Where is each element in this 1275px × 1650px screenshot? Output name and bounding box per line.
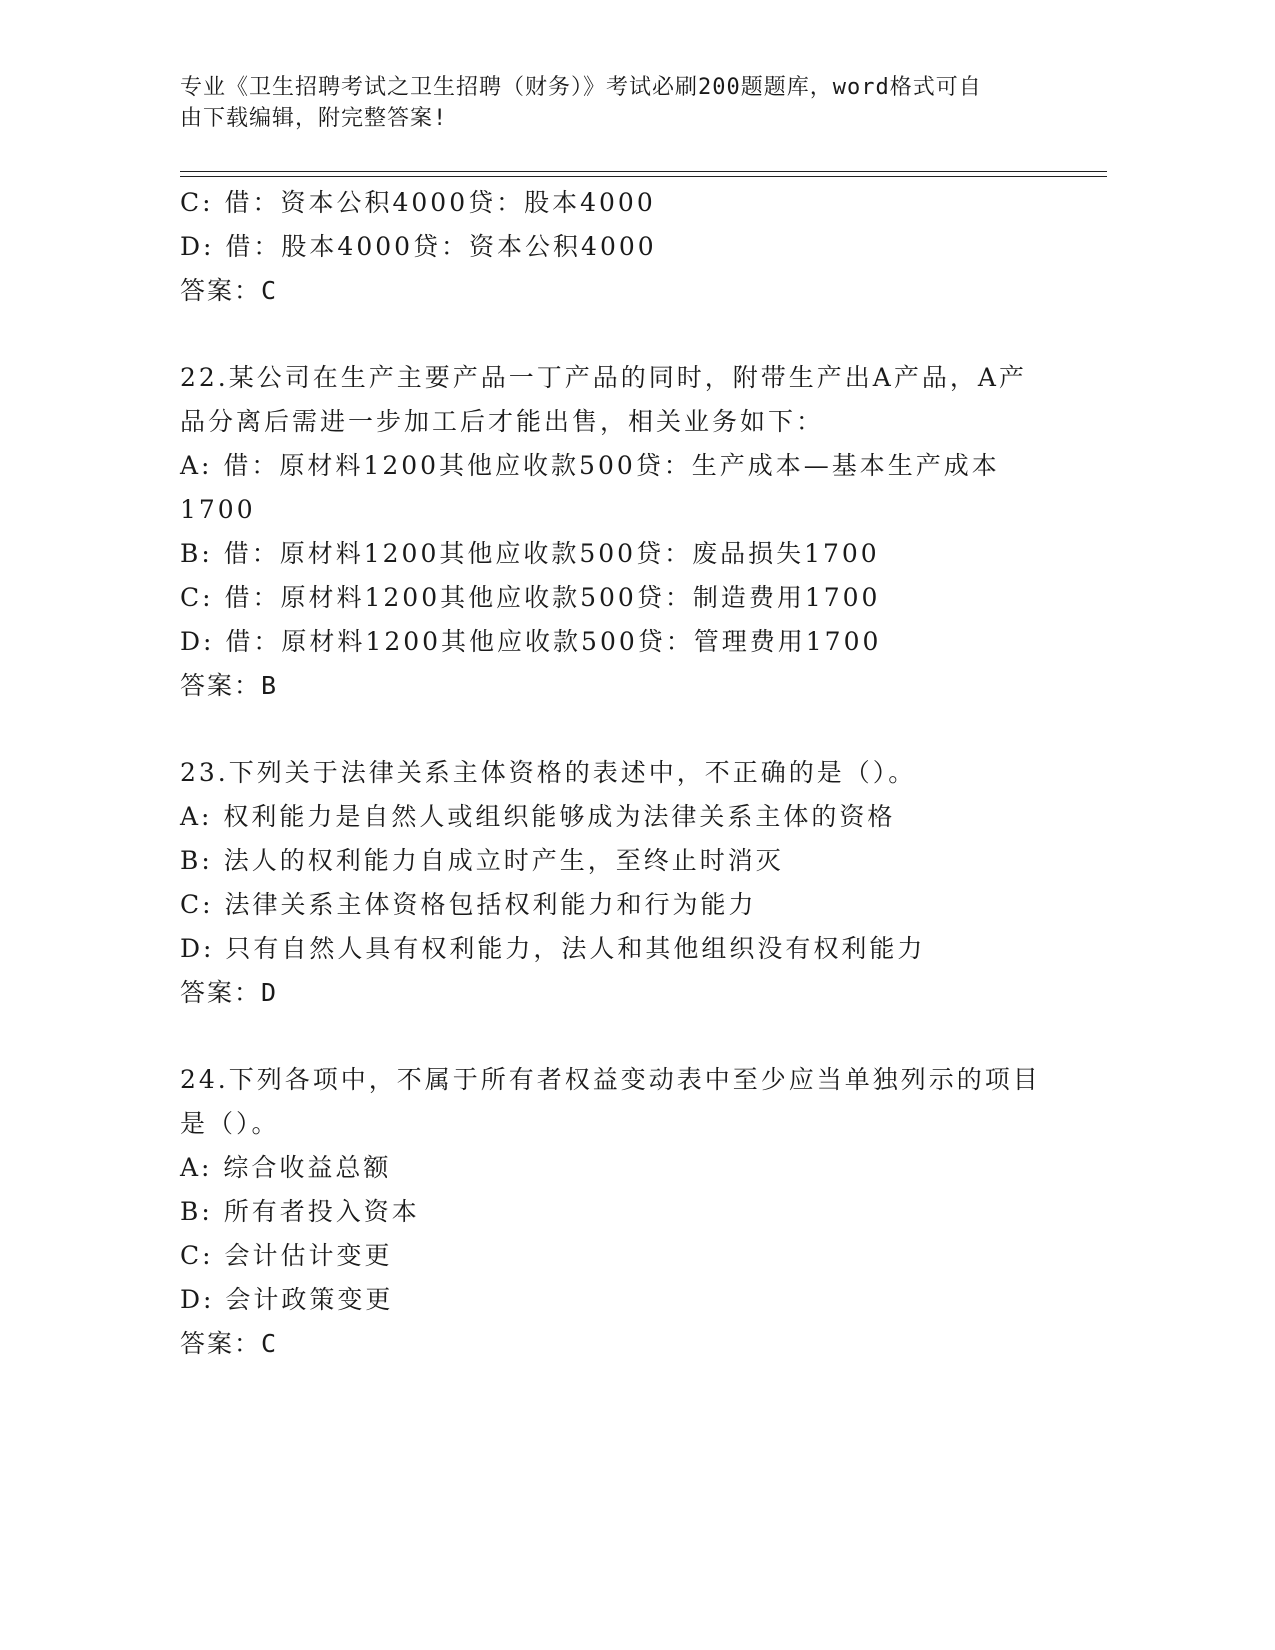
question-stem: 品分离后需进一步加工后才能出售，相关业务如下：	[180, 407, 825, 436]
option-c: C: 会计估计变更	[180, 1241, 393, 1270]
option-b: B: 法人的权利能力自成立时产生，至终止时消灭	[180, 846, 784, 875]
option-a: A: 借：原材料1200其他应收款500贷：生产成本—基本生产成本	[180, 451, 1000, 480]
question-23	[180, 751, 1060, 1015]
question-list	[180, 181, 1060, 1366]
answer: 答案：C	[180, 1329, 279, 1358]
header-divider-top	[180, 171, 1107, 172]
answer: 答案：B	[180, 671, 279, 700]
option-a-continued: 1700	[180, 495, 256, 524]
option-b: B: 所有者投入资本	[180, 1197, 420, 1226]
question-stem: 是（）。	[180, 1109, 280, 1138]
question-stem: 23.下列关于法律关系主体资格的表述中，不正确的是（）。	[180, 758, 917, 787]
document-header	[180, 72, 1060, 134]
header-divider-bottom	[180, 176, 1107, 177]
question-22	[180, 356, 1060, 708]
header-title-line-2: 由下载编辑，附完整答案!	[180, 106, 448, 131]
answer: 答案：C	[180, 276, 279, 305]
option-d: D: 只有自然人具有权利能力，法人和其他组织没有权利能力	[180, 934, 926, 963]
question-21-continuation	[180, 181, 1060, 313]
option-d: D: 会计政策变更	[180, 1285, 394, 1314]
option-a: A: 综合收益总额	[180, 1153, 392, 1182]
option-d: D: 借：原材料1200其他应收款500贷：管理费用1700	[180, 627, 882, 656]
option-d: D: 借：股本4000贷：资本公积4000	[180, 232, 657, 261]
question-24	[180, 1058, 1060, 1366]
option-c: C: 法律关系主体资格包括权利能力和行为能力	[180, 890, 757, 919]
question-stem: 22.某公司在生产主要产品一丁产品的同时，附带生产出A产品，A产	[180, 363, 1027, 392]
option-a: A: 权利能力是自然人或组织能够成为法律关系主体的资格	[180, 802, 896, 831]
question-stem: 24.下列各项中，不属于所有者权益变动表中至少应当单独列示的项目	[180, 1065, 1041, 1094]
header-title-line-1: 专业《卫生招聘考试之卫生招聘（财务）》考试必刷200题题库，word格式可自	[180, 75, 982, 100]
answer: 答案：D	[180, 978, 279, 1007]
option-c: C: 借：资本公积4000贷：股本4000	[180, 188, 656, 217]
option-c: C: 借：原材料1200其他应收款500贷：制造费用1700	[180, 583, 881, 612]
option-b: B: 借：原材料1200其他应收款500贷：废品损失1700	[180, 539, 880, 568]
